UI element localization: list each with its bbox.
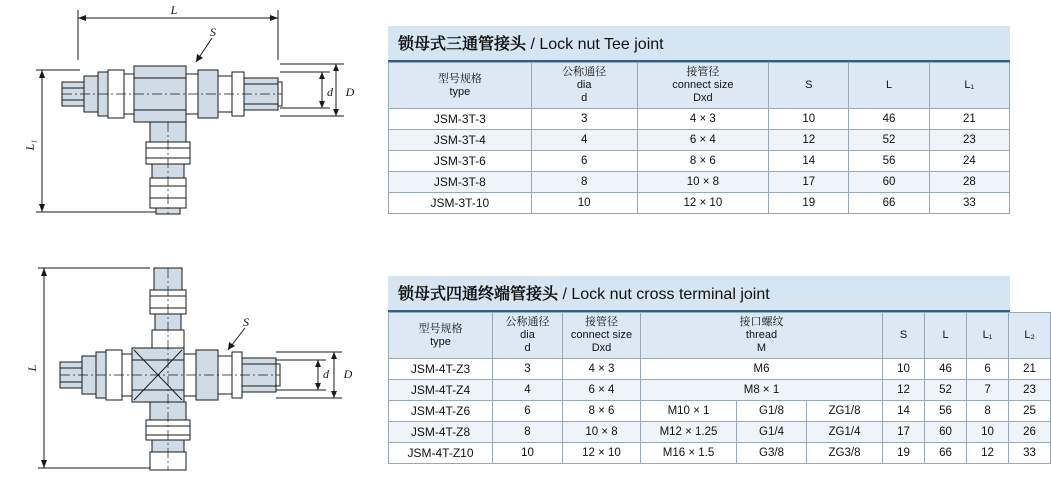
th-s: S bbox=[769, 63, 849, 109]
cell-value: 10 × 8 bbox=[563, 422, 641, 443]
th-thread: 接口螺纹 thread M bbox=[641, 313, 883, 359]
table-row bbox=[389, 109, 1010, 130]
cell-value: 6 bbox=[493, 401, 563, 422]
cell-value: 28 bbox=[929, 172, 1009, 193]
cross-joint-table-block bbox=[388, 276, 1036, 464]
cell-value: 12 × 10 bbox=[637, 193, 769, 214]
cross-spec-table bbox=[388, 312, 1051, 464]
table-row bbox=[389, 401, 1051, 422]
th-type: 型号规格 type bbox=[389, 313, 493, 359]
table-row bbox=[389, 359, 1051, 380]
cell-value: 3 bbox=[531, 109, 637, 130]
cell-thread: M6 bbox=[641, 359, 883, 380]
cell-value: 56 bbox=[849, 151, 929, 172]
cell-value: 24 bbox=[929, 151, 1009, 172]
th-type: 型号规格 type bbox=[389, 63, 532, 109]
cell-type: JSM-4T-Z6 bbox=[389, 401, 493, 422]
cell-value: 19 bbox=[883, 443, 925, 464]
tee-title-cn: 锁母式三通管接头 bbox=[398, 36, 527, 53]
cross-section-title bbox=[388, 276, 1010, 312]
th-connect-size: 接管径 connect size Dxd bbox=[637, 63, 769, 109]
cell-value: 10 bbox=[531, 193, 637, 214]
dim-label-D: D bbox=[345, 85, 355, 99]
cell-thread: M10 × 1 bbox=[641, 401, 737, 422]
th-dia: 公称通径 dia d bbox=[531, 63, 637, 109]
cell-value: 10 bbox=[493, 443, 563, 464]
cell-value: 23 bbox=[1009, 380, 1051, 401]
cell-value: 60 bbox=[849, 172, 929, 193]
dim-label-d: d bbox=[323, 367, 329, 381]
cell-value: 25 bbox=[1009, 401, 1051, 422]
cell-value: 6 bbox=[531, 151, 637, 172]
dim-label-d: d bbox=[327, 85, 333, 99]
th-l1: L₁ bbox=[929, 63, 1009, 109]
cell-value: 66 bbox=[849, 193, 929, 214]
cell-value: 10 bbox=[883, 359, 925, 380]
cell-value: 7 bbox=[967, 380, 1009, 401]
table-row bbox=[389, 193, 1010, 214]
dim-label-S: S bbox=[243, 315, 249, 329]
cell-type: JSM-3T-6 bbox=[389, 151, 532, 172]
cell-value: 4 bbox=[493, 380, 563, 401]
cell-thread: ZG3/8 bbox=[807, 443, 883, 464]
cell-thread: M8 × 1 bbox=[641, 380, 883, 401]
cell-value: 46 bbox=[849, 109, 929, 130]
th-l: L bbox=[849, 63, 929, 109]
cell-thread: M12 × 1.25 bbox=[641, 422, 737, 443]
cell-type: JSM-4T-Z4 bbox=[389, 380, 493, 401]
dim-label-S: S bbox=[210, 25, 216, 39]
cell-value: 10 × 8 bbox=[637, 172, 769, 193]
cell-thread: ZG1/8 bbox=[807, 401, 883, 422]
cell-value: 8 bbox=[967, 401, 1009, 422]
tee-table-body bbox=[389, 109, 1010, 214]
cell-value: 46 bbox=[925, 359, 967, 380]
table-header-row bbox=[389, 63, 1010, 109]
cross-title-sep: / bbox=[558, 286, 572, 303]
cell-value: 6 × 4 bbox=[563, 380, 641, 401]
cell-value: 8 × 6 bbox=[637, 151, 769, 172]
th-l2: L₂ bbox=[1009, 313, 1051, 359]
cell-type: JSM-4T-Z3 bbox=[389, 359, 493, 380]
cell-value: 52 bbox=[849, 130, 929, 151]
cell-thread: G1/4 bbox=[737, 422, 807, 443]
table-row bbox=[389, 151, 1010, 172]
table-header-row bbox=[389, 313, 1051, 359]
cell-value: 66 bbox=[925, 443, 967, 464]
cell-value: 10 bbox=[967, 422, 1009, 443]
cell-value: 6 bbox=[967, 359, 1009, 380]
table-row bbox=[389, 380, 1051, 401]
cell-value: 17 bbox=[883, 422, 925, 443]
cell-type: JSM-3T-4 bbox=[389, 130, 532, 151]
cell-value: 26 bbox=[1009, 422, 1051, 443]
th-connect-size: 接管径 connect size Dxd bbox=[563, 313, 641, 359]
cell-value: 4 × 3 bbox=[637, 109, 769, 130]
cell-value: 12 × 10 bbox=[563, 443, 641, 464]
th-dia: 公称通径 dia d bbox=[493, 313, 563, 359]
cell-value: 4 × 3 bbox=[563, 359, 641, 380]
cell-value: 21 bbox=[1009, 359, 1051, 380]
tee-joint-table-block bbox=[388, 26, 1010, 214]
tee-joint-drawing bbox=[0, 0, 382, 250]
cell-value: 10 bbox=[769, 109, 849, 130]
dim-label-D: D bbox=[343, 367, 353, 381]
cell-type: JSM-4T-Z8 bbox=[389, 422, 493, 443]
tee-title-sep: / bbox=[526, 36, 540, 53]
cell-thread: ZG1/4 bbox=[807, 422, 883, 443]
cell-value: 14 bbox=[883, 401, 925, 422]
cell-value: 17 bbox=[769, 172, 849, 193]
cell-type: JSM-3T-3 bbox=[389, 109, 532, 130]
cell-value: 33 bbox=[929, 193, 1009, 214]
table-row bbox=[389, 130, 1010, 151]
tee-spec-table bbox=[388, 62, 1010, 214]
cell-type: JSM-4T-Z10 bbox=[389, 443, 493, 464]
cell-thread: M16 × 1.5 bbox=[641, 443, 737, 464]
tee-title-en: Lock nut Tee joint bbox=[539, 36, 664, 53]
th-l: L bbox=[925, 313, 967, 359]
cell-value: 6 × 4 bbox=[637, 130, 769, 151]
cell-value: 4 bbox=[531, 130, 637, 151]
tee-section-title bbox=[388, 26, 1010, 62]
table-row bbox=[389, 422, 1051, 443]
cell-value: 8 bbox=[531, 172, 637, 193]
cell-value: 56 bbox=[925, 401, 967, 422]
cell-value: 21 bbox=[929, 109, 1009, 130]
cross-title-cn: 锁母式四通终端管接头 bbox=[398, 286, 559, 303]
dim-label-L1: L₁ bbox=[23, 139, 37, 151]
table-row bbox=[389, 172, 1010, 193]
cell-value: 60 bbox=[925, 422, 967, 443]
cell-value: 23 bbox=[929, 130, 1009, 151]
dim-label-L: L bbox=[170, 3, 178, 17]
cross-terminal-joint-drawing bbox=[0, 250, 382, 487]
cell-type: JSM-3T-8 bbox=[389, 172, 532, 193]
cell-type: JSM-3T-10 bbox=[389, 193, 532, 214]
cell-value: 12 bbox=[883, 380, 925, 401]
cell-value: 12 bbox=[967, 443, 1009, 464]
cell-value: 52 bbox=[925, 380, 967, 401]
cell-thread: G3/8 bbox=[737, 443, 807, 464]
th-l1: L₁ bbox=[967, 313, 1009, 359]
cell-value: 12 bbox=[769, 130, 849, 151]
cell-value: 8 bbox=[493, 422, 563, 443]
cell-value: 8 × 6 bbox=[563, 401, 641, 422]
cell-value: 14 bbox=[769, 151, 849, 172]
cell-value: 33 bbox=[1009, 443, 1051, 464]
cross-table-body bbox=[389, 359, 1051, 464]
cell-value: 19 bbox=[769, 193, 849, 214]
table-row bbox=[389, 443, 1051, 464]
dim-label-L: L bbox=[25, 364, 39, 372]
cell-thread: G1/8 bbox=[737, 401, 807, 422]
cell-value: 3 bbox=[493, 359, 563, 380]
cross-title-en: Lock nut cross terminal joint bbox=[571, 286, 770, 303]
th-s: S bbox=[883, 313, 925, 359]
